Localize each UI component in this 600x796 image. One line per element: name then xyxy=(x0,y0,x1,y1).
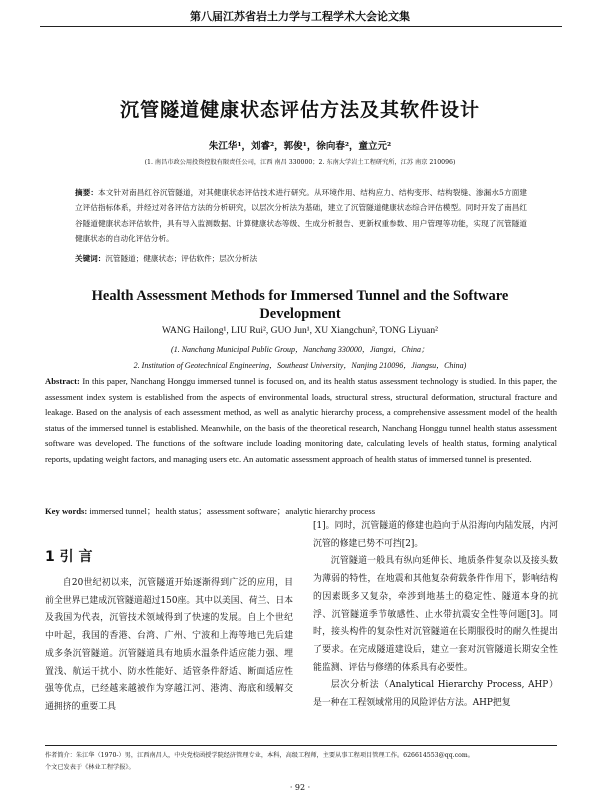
abstract-english-label: Abstract: xyxy=(45,376,80,386)
keywords-english-label: Key words: xyxy=(45,506,88,516)
right-column xyxy=(313,518,558,713)
affiliation-english-2: 2. Institution of Geotechnical Engineering，Southeast University，Nanjing 210096，Jiangsu，China) xyxy=(133,361,467,370)
keywords-chinese-text: 沉管隧道；健康状态；评估软件；层次分析法 xyxy=(105,254,258,263)
keywords-chinese xyxy=(75,253,527,264)
right-paragraph-2: 沉管隧道一般具有纵向延伸长、地质条件复杂以及接头数为薄弱的特性，在地震和其他复杂荷载条件作用下，影响结构的因素既多又复杂，牵涉到地基土的稳定性、隧道本身的抗浮、沉管隧道季节敏感性、止水带抗震安全性等问题[3]。同时，接头构件的复杂性对沉管隧道在长期服役时的耐久性提出了要求。在完成隧道建设后，建立一套对沉管隧道长期安全性能监测、评估与修缮的体系具有必要性。 xyxy=(313,556,558,673)
affiliation-english-1: (1. Nanchang Municipal Public Group，Nanchang 330000，Jiangxi，China； xyxy=(171,345,429,354)
right-paragraph-3: 层次分析法（Analytical Hierarchy Process, AHP）是一种在工程领域常用的风险评估方法。AHP把复 xyxy=(313,680,558,709)
left-paragraph: 自20世纪初以来，沉管隧道开始逐渐得到广泛的应用，目前全世界已建成沉管隧道超过150座。其中以美国、荷兰、日本及我国为代表，沉管技术领域得到了快速的发展。自上个世纪中叶起，我国的香港、台湾、广州、宁波和上海等地已先后建成多条沉管隧道。沉管隧道具有地质水温条件适应能力强、埋置浅、航运干扰小、防水性能好、适管条件舒适、断面适应性强等优点，已经越来越被作为穿越江河、港湾、海底和缓解交通拥挤的重要工具 xyxy=(45,578,293,712)
left-column xyxy=(45,575,293,717)
keywords-english-text: immersed tunnel；health status；assessment software；analytic hierarchy process xyxy=(87,506,376,516)
running-header: 第八届江苏省岩土力学与工程学术大会论文集 xyxy=(190,10,410,23)
keywords-chinese-label: 关键词： xyxy=(75,254,106,263)
abstract-chinese-label: 摘要： xyxy=(75,188,99,197)
affiliation-chinese: (1. 南昌市政公用投资控股有限责任公司，江西 南昌 330000；2. 东南大学岩土工程研究所，江苏 南京 210096) xyxy=(144,159,456,166)
keywords-english xyxy=(45,505,557,517)
abstract-english xyxy=(45,374,557,467)
page-number: · 92 · xyxy=(289,783,311,792)
abstract-english-text: In this paper, Nanchang Honggu immersed tunnel is focused on, and its health status assessment technology is studied. In this paper, the assessment index system is established from the aspects of environmental loads, structural stress, structural deformation, structural fracture and leakage. Based on the analysis of each assessment method, as well as analytic hierarchy process, a comprehensive assessment model of the health status of the immersed tunnel is established. Meanwhile, on the basis of the theoretical research, Nanchang Honggu tunnel health status assessment software was developed. The functions of the software include loading monitoring date, calculating levels of health status, forming analytical reports, updating weight factors, and managing users etc. An automatic assessment approach of health status of immersed tunnel is presented. xyxy=(45,376,557,464)
footnote-author-bio: 作者简介：朱江华（1970-）男，江西南昌人，中央党校函授学院经济管理专业，本科，高级工程师，主要从事工程项目管理工作。626614553@qq.com。 xyxy=(45,752,474,759)
section-heading-introduction: 1 引 言 xyxy=(45,549,93,565)
title-chinese: 沉管隧道健康状态评估方法及其软件设计 xyxy=(119,99,480,121)
abstract-chinese xyxy=(75,185,527,247)
right-paragraph-1: [1]。同时，沉管隧道的修建也趋向于从沿海向内陆发展，内河沉管的修建已势不可挡[2]。 xyxy=(313,521,558,549)
footnote-rule xyxy=(45,745,557,746)
footnote xyxy=(45,750,557,774)
authors-chinese: 朱江华¹，刘睿²，郭俊¹，徐向春²，童立元² xyxy=(208,141,392,152)
abstract-chinese-text: 本文针对南昌红谷沉管隧道，对其健康状态评估技术进行研究。从环境作用、结构应力、结构变形、结构裂缝、渗漏水5方面建立评估指标体系，并经过对各评估方法的分析研究，以层次分析法为基础，建立了沉管隧道健康状态综合评估模型。同时开发了南昌红谷隧道健康状态评估软件，具有导入监测数据、计算健康状态等级、生成分析报告、更新权重参数、用户管理等功能，实现了沉管隧道健康状态的自动化评估分析。 xyxy=(75,188,528,244)
authors-english: WANG Hailong¹, LIU Rui², GUO Jun¹, XU Xiangchun², TONG Liyuan² xyxy=(162,326,438,336)
header-rule xyxy=(40,26,562,27)
title-english: Health Assessment Methods for Immersed Tunnel and the Software Development xyxy=(91,288,509,322)
footnote-publication-note: 个文已发表于《林业工程学报》。 xyxy=(45,764,135,771)
